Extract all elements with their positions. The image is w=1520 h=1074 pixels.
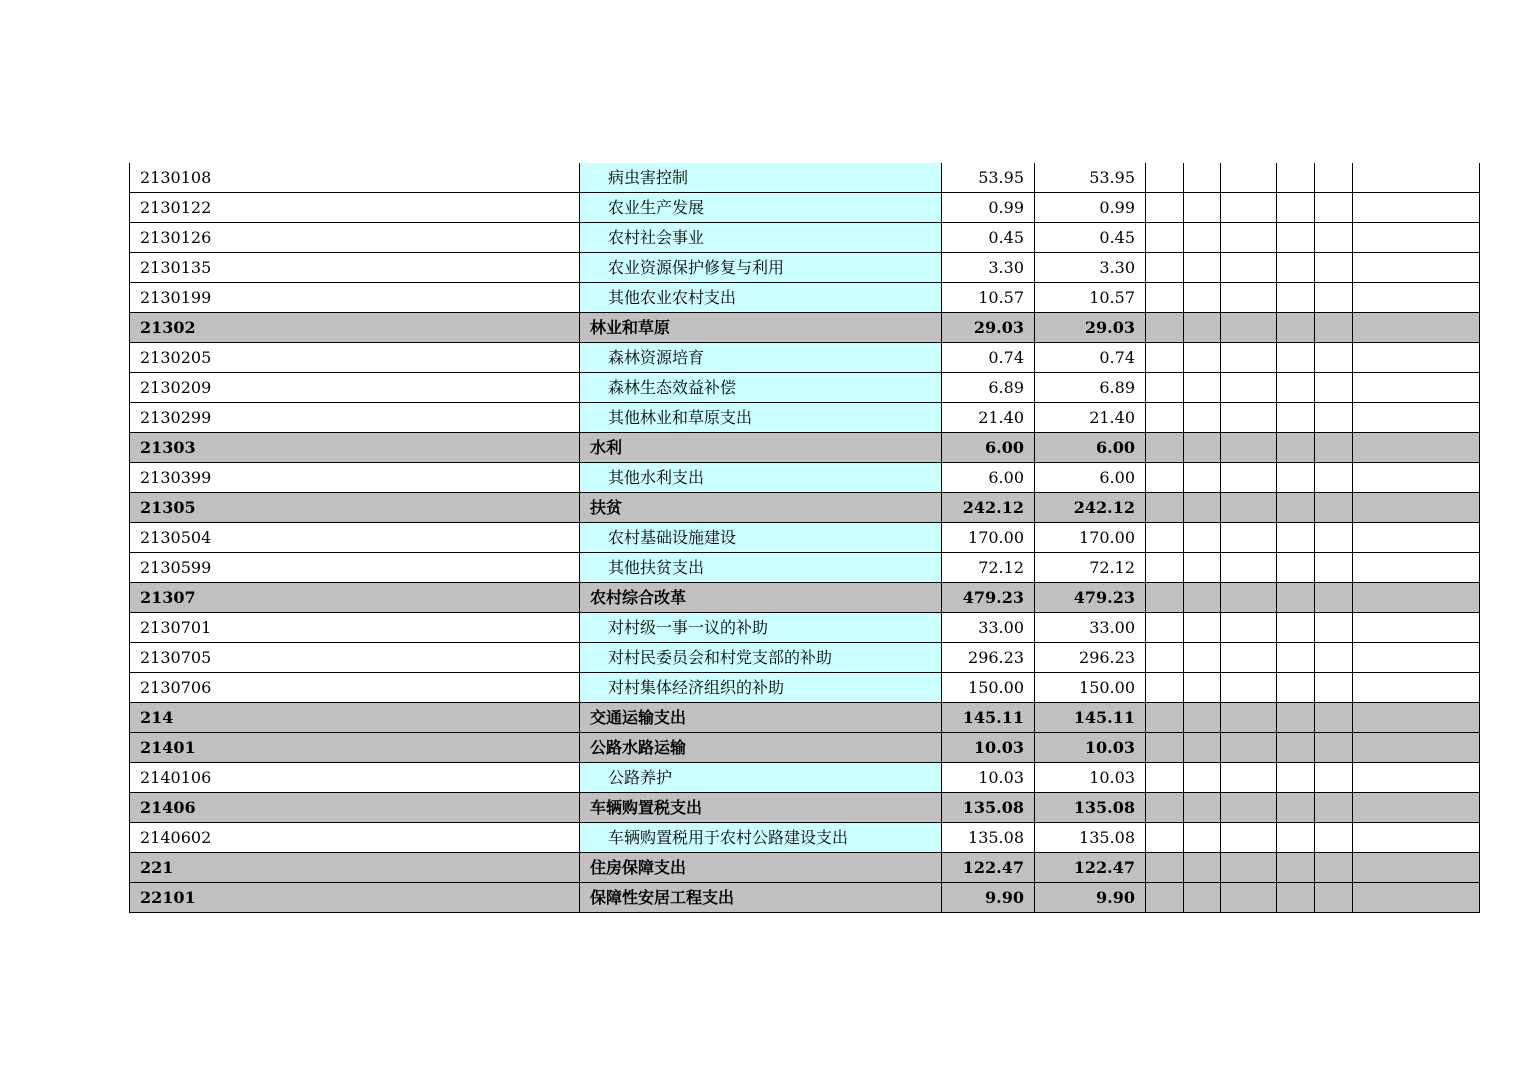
empty-cell	[1184, 493, 1221, 523]
empty-cell	[1315, 163, 1353, 193]
amount-cell: 3.30	[1035, 253, 1146, 283]
subject-code-cell: 2130205	[130, 343, 580, 373]
empty-cell	[1221, 643, 1277, 673]
empty-cell	[1277, 793, 1315, 823]
table-row-group	[130, 313, 1480, 343]
subject-name-cell: 森林资源培育	[580, 343, 942, 373]
empty-cell	[1315, 883, 1353, 913]
empty-cell	[1146, 553, 1184, 583]
empty-cell	[1277, 253, 1315, 283]
empty-cell	[1277, 373, 1315, 403]
amount-cell: 33.00	[1035, 613, 1146, 643]
amount-cell: 10.57	[1035, 283, 1146, 313]
empty-cell	[1277, 613, 1315, 643]
empty-cell	[1277, 673, 1315, 703]
empty-cell	[1221, 463, 1277, 493]
empty-cell	[1353, 373, 1480, 403]
amount-cell: 10.03	[1035, 733, 1146, 763]
empty-cell	[1315, 433, 1353, 463]
empty-cell	[1277, 763, 1315, 793]
subject-code-cell: 21406	[130, 793, 580, 823]
empty-cell	[1277, 493, 1315, 523]
subject-code-cell: 21303	[130, 433, 580, 463]
total-amount-cell: 6.89	[942, 373, 1035, 403]
total-amount-cell: 135.08	[942, 823, 1035, 853]
total-amount-cell: 0.99	[942, 193, 1035, 223]
empty-cell	[1184, 193, 1221, 223]
empty-cell	[1184, 823, 1221, 853]
total-amount-cell: 6.00	[942, 433, 1035, 463]
empty-cell	[1184, 283, 1221, 313]
empty-cell	[1221, 433, 1277, 463]
empty-cell	[1221, 703, 1277, 733]
empty-cell	[1221, 163, 1277, 193]
empty-cell	[1353, 493, 1480, 523]
empty-cell	[1146, 313, 1184, 343]
total-amount-cell: 10.03	[942, 733, 1035, 763]
empty-cell	[1221, 553, 1277, 583]
subject-name-cell: 农业生产发展	[580, 193, 942, 223]
empty-cell	[1184, 613, 1221, 643]
subject-code-cell: 2130399	[130, 463, 580, 493]
empty-cell	[1221, 343, 1277, 373]
empty-cell	[1353, 283, 1480, 313]
empty-cell	[1353, 403, 1480, 433]
subject-code-cell: 2130135	[130, 253, 580, 283]
total-amount-cell: 145.11	[942, 703, 1035, 733]
subject-code-cell: 2130599	[130, 553, 580, 583]
empty-cell	[1221, 583, 1277, 613]
empty-cell	[1277, 583, 1315, 613]
table-row-group	[130, 433, 1480, 463]
total-amount-cell: 170.00	[942, 523, 1035, 553]
amount-cell: 135.08	[1035, 793, 1146, 823]
table-row-group	[130, 853, 1480, 883]
empty-cell	[1315, 373, 1353, 403]
empty-cell	[1315, 493, 1353, 523]
empty-cell	[1353, 673, 1480, 703]
empty-cell	[1184, 313, 1221, 343]
empty-cell	[1277, 523, 1315, 553]
subject-name-cell: 对村集体经济组织的补助	[580, 673, 942, 703]
subject-name-cell: 交通运输支出	[580, 703, 942, 733]
empty-cell	[1146, 463, 1184, 493]
empty-cell	[1353, 763, 1480, 793]
empty-cell	[1315, 193, 1353, 223]
empty-cell	[1184, 463, 1221, 493]
empty-cell	[1221, 733, 1277, 763]
total-amount-cell: 10.57	[942, 283, 1035, 313]
amount-cell: 0.45	[1035, 223, 1146, 253]
total-amount-cell: 150.00	[942, 673, 1035, 703]
empty-cell	[1353, 433, 1480, 463]
subject-code-cell: 2130126	[130, 223, 580, 253]
amount-cell: 9.90	[1035, 883, 1146, 913]
subject-name-cell: 对村级一事一议的补助	[580, 613, 942, 643]
empty-cell	[1184, 163, 1221, 193]
empty-cell	[1221, 883, 1277, 913]
total-amount-cell: 6.00	[942, 463, 1035, 493]
subject-name-cell: 森林生态效益补偿	[580, 373, 942, 403]
table-row	[130, 763, 1480, 793]
empty-cell	[1277, 553, 1315, 583]
table-row-group	[130, 793, 1480, 823]
empty-cell	[1146, 703, 1184, 733]
empty-cell	[1184, 583, 1221, 613]
empty-cell	[1315, 643, 1353, 673]
empty-cell	[1146, 793, 1184, 823]
empty-cell	[1277, 343, 1315, 373]
empty-cell	[1353, 463, 1480, 493]
empty-cell	[1146, 433, 1184, 463]
subject-name-cell: 保障性安居工程支出	[580, 883, 942, 913]
table-row	[130, 553, 1480, 583]
total-amount-cell: 29.03	[942, 313, 1035, 343]
empty-cell	[1221, 373, 1277, 403]
empty-cell	[1221, 223, 1277, 253]
empty-cell	[1184, 523, 1221, 553]
empty-cell	[1184, 553, 1221, 583]
empty-cell	[1184, 373, 1221, 403]
empty-cell	[1221, 763, 1277, 793]
empty-cell	[1146, 643, 1184, 673]
subject-name-cell: 病虫害控制	[580, 163, 942, 193]
empty-cell	[1184, 853, 1221, 883]
total-amount-cell: 21.40	[942, 403, 1035, 433]
amount-cell: 479.23	[1035, 583, 1146, 613]
subject-code-cell: 21305	[130, 493, 580, 523]
empty-cell	[1184, 703, 1221, 733]
empty-cell	[1315, 733, 1353, 763]
subject-name-cell: 车辆购置税支出	[580, 793, 942, 823]
subject-code-cell: 214	[130, 703, 580, 733]
empty-cell	[1277, 283, 1315, 313]
subject-name-cell: 农业资源保护修复与利用	[580, 253, 942, 283]
subject-code-cell: 2130701	[130, 613, 580, 643]
subject-code-cell: 2130108	[130, 163, 580, 193]
empty-cell	[1315, 523, 1353, 553]
table-row	[130, 223, 1480, 253]
table-row	[130, 253, 1480, 283]
table-row	[130, 343, 1480, 373]
total-amount-cell: 479.23	[942, 583, 1035, 613]
subject-code-cell: 21302	[130, 313, 580, 343]
empty-cell	[1146, 613, 1184, 643]
subject-code-cell: 2130705	[130, 643, 580, 673]
total-amount-cell: 33.00	[942, 613, 1035, 643]
empty-cell	[1277, 703, 1315, 733]
subject-code-cell: 2140602	[130, 823, 580, 853]
empty-cell	[1184, 223, 1221, 253]
empty-cell	[1277, 223, 1315, 253]
subject-name-cell: 公路水路运输	[580, 733, 942, 763]
empty-cell	[1184, 883, 1221, 913]
empty-cell	[1315, 253, 1353, 283]
empty-cell	[1353, 823, 1480, 853]
empty-cell	[1277, 433, 1315, 463]
empty-cell	[1353, 193, 1480, 223]
empty-cell	[1277, 823, 1315, 853]
subject-name-cell: 车辆购置税用于农村公路建设支出	[580, 823, 942, 853]
empty-cell	[1315, 553, 1353, 583]
empty-cell	[1221, 193, 1277, 223]
empty-cell	[1315, 613, 1353, 643]
amount-cell: 170.00	[1035, 523, 1146, 553]
empty-cell	[1277, 163, 1315, 193]
empty-cell	[1184, 763, 1221, 793]
total-amount-cell: 296.23	[942, 643, 1035, 673]
empty-cell	[1353, 883, 1480, 913]
total-amount-cell: 3.30	[942, 253, 1035, 283]
empty-cell	[1353, 853, 1480, 883]
amount-cell: 6.89	[1035, 373, 1146, 403]
empty-cell	[1146, 163, 1184, 193]
empty-cell	[1146, 673, 1184, 703]
empty-cell	[1315, 673, 1353, 703]
empty-cell	[1221, 313, 1277, 343]
empty-cell	[1146, 853, 1184, 883]
amount-cell: 6.00	[1035, 463, 1146, 493]
subject-code-cell: 221	[130, 853, 580, 883]
subject-name-cell: 扶贫	[580, 493, 942, 523]
empty-cell	[1353, 703, 1480, 733]
amount-cell: 0.99	[1035, 193, 1146, 223]
subject-name-cell: 其他林业和草原支出	[580, 403, 942, 433]
amount-cell: 145.11	[1035, 703, 1146, 733]
empty-cell	[1146, 883, 1184, 913]
subject-code-cell: 21307	[130, 583, 580, 613]
empty-cell	[1146, 223, 1184, 253]
empty-cell	[1184, 433, 1221, 463]
table-row	[130, 523, 1480, 553]
empty-cell	[1221, 793, 1277, 823]
amount-cell: 242.12	[1035, 493, 1146, 523]
total-amount-cell: 9.90	[942, 883, 1035, 913]
empty-cell	[1277, 643, 1315, 673]
table-row	[130, 673, 1480, 703]
empty-cell	[1353, 253, 1480, 283]
total-amount-cell: 135.08	[942, 793, 1035, 823]
empty-cell	[1146, 283, 1184, 313]
table-row-group	[130, 493, 1480, 523]
table-row-group	[130, 583, 1480, 613]
table-row	[130, 373, 1480, 403]
total-amount-cell: 0.74	[942, 343, 1035, 373]
empty-cell	[1146, 343, 1184, 373]
empty-cell	[1184, 253, 1221, 283]
table-row-group	[130, 703, 1480, 733]
empty-cell	[1353, 793, 1480, 823]
empty-cell	[1277, 733, 1315, 763]
table-row-group	[130, 883, 1480, 913]
empty-cell	[1353, 313, 1480, 343]
empty-cell	[1146, 493, 1184, 523]
subject-name-cell: 住房保障支出	[580, 853, 942, 883]
empty-cell	[1315, 583, 1353, 613]
subject-code-cell: 2130199	[130, 283, 580, 313]
table-row	[130, 193, 1480, 223]
table-row	[130, 163, 1480, 193]
amount-cell: 29.03	[1035, 313, 1146, 343]
amount-cell: 135.08	[1035, 823, 1146, 853]
subject-name-cell: 农村社会事业	[580, 223, 942, 253]
subject-name-cell: 其他扶贫支出	[580, 553, 942, 583]
subject-code-cell: 2130504	[130, 523, 580, 553]
empty-cell	[1221, 253, 1277, 283]
empty-cell	[1146, 193, 1184, 223]
amount-cell: 53.95	[1035, 163, 1146, 193]
empty-cell	[1277, 193, 1315, 223]
empty-cell	[1277, 403, 1315, 433]
empty-cell	[1184, 643, 1221, 673]
total-amount-cell: 122.47	[942, 853, 1035, 883]
amount-cell: 296.23	[1035, 643, 1146, 673]
empty-cell	[1221, 403, 1277, 433]
empty-cell	[1277, 853, 1315, 883]
empty-cell	[1315, 283, 1353, 313]
empty-cell	[1353, 553, 1480, 583]
subject-name-cell: 公路养护	[580, 763, 942, 793]
subject-code-cell: 2130299	[130, 403, 580, 433]
subject-name-cell: 其他农业农村支出	[580, 283, 942, 313]
table-row	[130, 823, 1480, 853]
empty-cell	[1353, 733, 1480, 763]
empty-cell	[1146, 403, 1184, 433]
amount-cell: 150.00	[1035, 673, 1146, 703]
total-amount-cell: 10.03	[942, 763, 1035, 793]
table-row	[130, 613, 1480, 643]
empty-cell	[1315, 223, 1353, 253]
subject-name-cell: 林业和草原	[580, 313, 942, 343]
amount-cell: 21.40	[1035, 403, 1146, 433]
amount-cell: 122.47	[1035, 853, 1146, 883]
empty-cell	[1221, 673, 1277, 703]
empty-cell	[1277, 463, 1315, 493]
subject-code-cell: 22101	[130, 883, 580, 913]
empty-cell	[1353, 163, 1480, 193]
total-amount-cell: 242.12	[942, 493, 1035, 523]
empty-cell	[1184, 403, 1221, 433]
empty-cell	[1315, 763, 1353, 793]
table-row	[130, 283, 1480, 313]
empty-cell	[1221, 853, 1277, 883]
empty-cell	[1315, 703, 1353, 733]
empty-cell	[1315, 403, 1353, 433]
subject-code-cell: 2130209	[130, 373, 580, 403]
amount-cell: 6.00	[1035, 433, 1146, 463]
empty-cell	[1221, 493, 1277, 523]
empty-cell	[1146, 523, 1184, 553]
empty-cell	[1221, 283, 1277, 313]
empty-cell	[1277, 883, 1315, 913]
empty-cell	[1184, 343, 1221, 373]
subject-name-cell: 农村基础设施建设	[580, 523, 942, 553]
empty-cell	[1353, 583, 1480, 613]
empty-cell	[1315, 793, 1353, 823]
empty-cell	[1184, 793, 1221, 823]
total-amount-cell: 0.45	[942, 223, 1035, 253]
empty-cell	[1353, 523, 1480, 553]
empty-cell	[1146, 823, 1184, 853]
empty-cell	[1221, 523, 1277, 553]
empty-cell	[1146, 733, 1184, 763]
subject-code-cell: 2130122	[130, 193, 580, 223]
empty-cell	[1315, 343, 1353, 373]
empty-cell	[1315, 823, 1353, 853]
total-amount-cell: 72.12	[942, 553, 1035, 583]
empty-cell	[1353, 613, 1480, 643]
empty-cell	[1146, 373, 1184, 403]
amount-cell: 0.74	[1035, 343, 1146, 373]
empty-cell	[1277, 313, 1315, 343]
amount-cell: 10.03	[1035, 763, 1146, 793]
subject-name-cell: 水利	[580, 433, 942, 463]
subject-name-cell: 农村综合改革	[580, 583, 942, 613]
table-row-group	[130, 733, 1480, 763]
total-amount-cell: 53.95	[942, 163, 1035, 193]
subject-code-cell: 2130706	[130, 673, 580, 703]
empty-cell	[1353, 223, 1480, 253]
table-row	[130, 463, 1480, 493]
table-body	[130, 163, 1480, 913]
empty-cell	[1315, 313, 1353, 343]
table-row	[130, 403, 1480, 433]
empty-cell	[1221, 823, 1277, 853]
empty-cell	[1146, 763, 1184, 793]
empty-cell	[1221, 613, 1277, 643]
subject-name-cell: 其他水利支出	[580, 463, 942, 493]
subject-code-cell: 21401	[130, 733, 580, 763]
empty-cell	[1146, 253, 1184, 283]
subject-name-cell: 对村民委员会和村党支部的补助	[580, 643, 942, 673]
subject-code-cell: 2140106	[130, 763, 580, 793]
empty-cell	[1146, 583, 1184, 613]
table-row	[130, 643, 1480, 673]
empty-cell	[1315, 463, 1353, 493]
empty-cell	[1184, 673, 1221, 703]
empty-cell	[1315, 853, 1353, 883]
amount-cell: 72.12	[1035, 553, 1146, 583]
empty-cell	[1353, 643, 1480, 673]
empty-cell	[1353, 343, 1480, 373]
empty-cell	[1184, 733, 1221, 763]
budget-table	[129, 163, 1480, 913]
